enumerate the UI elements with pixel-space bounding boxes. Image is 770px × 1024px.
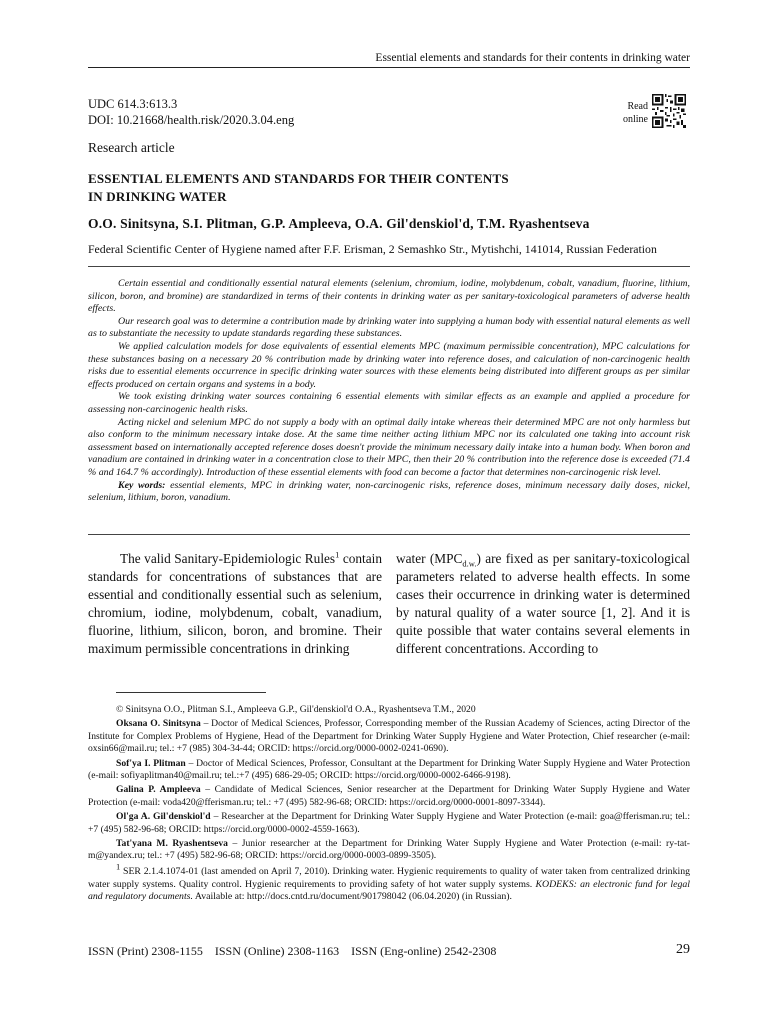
- abstract-paragraph: Our research goal was to determine a contribution made by drinking water into supplying a human body with essential natural elements as well as to substantiate the necessity to update standards regarding these substances.: [88, 315, 690, 340]
- author-note: [88, 758, 690, 783]
- abstract-paragraph: Certain essential and conditionally essential natural elements (selenium, chromium, iodine, molybdenum, cobalt, vanadium, fluorine, lithium, silicon, boron, and bromine) are standardized in terms of their contents in drinking water as per sanitary-toxicological parameters of adverse health effects.: [88, 278, 690, 315]
- title-line: IN DRINKING WATER: [88, 189, 227, 204]
- issn-footer: ISSN (Print) 2308-1155 ISSN (Online) 2308-1163 ISSN (Eng-online) 2542-2308: [88, 944, 497, 958]
- abstract-paragraph: We applied calculation models for dose equivalents of essential elements MPC (maximum permissible concentration), MPC calculations for these substances basing on a necessary 20 % contribution made by drinking water into reference doses, and calculation of non-carcinogenic health risks due to essential elements occurrence in specific drinking water sources with these elements being distributed into different groups as per similar effects produced on certain organs and systems in a body.: [88, 340, 690, 390]
- author-name: Galina P. Ampleeva: [116, 784, 201, 796]
- author-details: – Doctor of Medical Sciences, Professor, Consultant at the Department for Drinking Water Supply Hygiene and Water Protection (e-mail: sofiyaplitman40@mail.ru; tel.:+7 (495) 686-29-05; ORCID: https://orcid.org/0000-0002-6466-9198).: [88, 757, 691, 782]
- affiliation: Federal Scientific Center of Hygiene named after F.F. Erisman, 2 Semashko Str., Mytishchi, 141014, Russian Federation: [88, 242, 657, 256]
- body-paragraph: [88, 550, 382, 658]
- online-label: online: [623, 114, 648, 125]
- article-title: [88, 170, 608, 206]
- copyright: © Sinitsyna O.O., Plitman S.I., Ampleeva G.P., Gil'denskiol'd O.A., Ryashentseva T.M., 2020: [116, 704, 476, 715]
- author-note: [88, 838, 690, 863]
- author-note: [88, 811, 690, 836]
- keywords-label: Key words:: [118, 479, 166, 491]
- body-text: water (MPC: [396, 551, 463, 566]
- divider: [88, 534, 690, 535]
- author-notes: [88, 704, 690, 865]
- read-online-label: [612, 100, 648, 126]
- body-text: The valid Sanitary-Epidemiologic Rules: [120, 551, 336, 566]
- read-label: Read: [627, 101, 648, 112]
- udc-code: UDC 614.3:613.3: [88, 97, 178, 111]
- author-note: [88, 718, 690, 755]
- body-column-right: [396, 550, 690, 658]
- footnote-divider: [116, 692, 266, 693]
- running-title: Essential elements and standards for their contents in drinking water: [88, 52, 690, 68]
- footnote-link[interactable]: Available at: http://docs.cntd.ru/document/901798042 (06.04.2020) (in Russian).: [194, 891, 512, 903]
- article-identifiers: [88, 96, 294, 128]
- author-details: – Candidate of Medical Sciences, Senior researcher at the Department for Drinking Water Supply Hygiene and Water Protection (e-mail: voda420@fferisman.ru; tel.: +7 (495) 582-96-68; ORCID: https://orcid.org/0000-0001-8097-3344).: [88, 784, 690, 808]
- keywords: [88, 480, 690, 505]
- author-name: Oksana O. Sinitsyna: [116, 718, 201, 730]
- abstract: [88, 278, 690, 505]
- qr-code-icon[interactable]: [652, 94, 686, 128]
- author-note: [88, 784, 690, 809]
- author-name: Ol'ga A. Gil'denskiol'd: [116, 811, 211, 823]
- read-online-block[interactable]: [612, 92, 692, 132]
- body-paragraph: [396, 550, 690, 658]
- doi[interactable]: DOI: 10.21668/health.risk/2020.3.04.eng: [88, 113, 295, 127]
- author-details: – Researcher at the Department for Drinking Water Supply Hygiene and Water Protection (e-mail: goa@fferisman.ru; tel.: +7 (495) 582-96-68; ORCID: https://orcid.org/0000-0002-4559-1663).: [88, 811, 690, 835]
- footnote-source: KODEKS: an electronic fund for legal and regulatory documents.: [88, 878, 691, 903]
- authors: O.O. Sinitsyna, S.I. Plitman, G.P. Ampleeva, O.A. Gil'denskiol'd, T.M. Ryashentseva: [88, 216, 590, 231]
- body-column-left: [88, 550, 382, 658]
- subscript: d.w.: [462, 558, 477, 569]
- body-text: contain standards for concentrations of substances that are essential and conditionally essential such as selenium, chromium, iodine, molybdenum, cobalt, vanadium, fluorine, lithium, silicon, boron, and bromine. Their maximum permissible concentrations in drinking: [88, 551, 382, 656]
- footnote-body: SER 2.1.4.1074-01 (last amended on April 7, 2010). Drinking water. Hygienic requirements to quality of water taken from centralized drinking water supply systems. Quality control. Hygienic requirements to providing safety of hot water supply systems.: [88, 866, 690, 890]
- footnote-mark: 1: [116, 861, 121, 872]
- footnote-text: [88, 861, 691, 904]
- abstract-paragraph: We took existing drinking water sources containing 6 essential elements with similar effects as an example and applied a procedure for assessing non-carcinogenic health risks.: [88, 391, 690, 415]
- title-line: ESSENTIAL ELEMENTS AND STANDARDS FOR THEIR CONTENTS: [88, 171, 509, 186]
- divider: [88, 266, 690, 267]
- abstract-paragraph: Acting nickel and selenium MPC do not supply a body with an optimal daily intake whereas their determined MPC are not only harmless but also conform to the minimum necessary intake dose. At the same time neither acting lithium MPC nor its calculated one taking into account risk assessment based on internationally accepted reference doses doesn't provide the minimum necessary daily intake into a human body. When boron and vanadium are contained in drinking water in a concentration close to their MPC, then their 20 % contribution into the reference dose is exceeded (71.4 % and 164.7 % accordingly). Introduction of these essential elements with food can become a factor that determines non-carcinogenic risk level.: [88, 416, 690, 478]
- keywords-list: essential elements, MPC in drinking water, non-carcinogenic risks, reference doses, minimum necessary daily doses, nickel, selenium, lithium, boron, vanadium.: [88, 479, 690, 504]
- footnote-ref[interactable]: 1: [335, 549, 340, 560]
- author-details: – Doctor of Medical Sciences, Professor, Corresponding member of the Russian Academy of Sciences, acting Director of the Institute for Complex Problems of Hygiene, Head of the Department for Drinking Water Supply Hygiene and Water Protection, Chief researcher (e-mail: oxsin66@mail.ru; tel.: +7 (985) 304-34-44; ORCID: https://orcid.org/0000-0002-0241-0690).: [88, 718, 690, 755]
- footnote: [88, 861, 691, 904]
- body-text: ) are fixed as per sanitary-toxicological parameters related to adverse health effects. In some cases their occurrence in drinking water is determined by natural quality of a water source [1, 2]. And it is quite possible that water contains several elements in different concentrations. According to: [396, 551, 690, 656]
- article-type: Research article: [88, 140, 175, 155]
- author-details: – Junior researcher at the Department for Drinking Water Supply Hygiene and Water Protection (e-mail: ry-tat-m@yandex.ru; tel.: +7 (495) 582-96-68; ORCID: https://orcid.org/0000-0003-0899-3505).: [88, 838, 691, 862]
- page-number: 29: [676, 942, 690, 957]
- author-name: Tat'yana M. Ryashentseva: [116, 838, 228, 850]
- author-name: Sof'ya I. Plitman: [116, 757, 186, 769]
